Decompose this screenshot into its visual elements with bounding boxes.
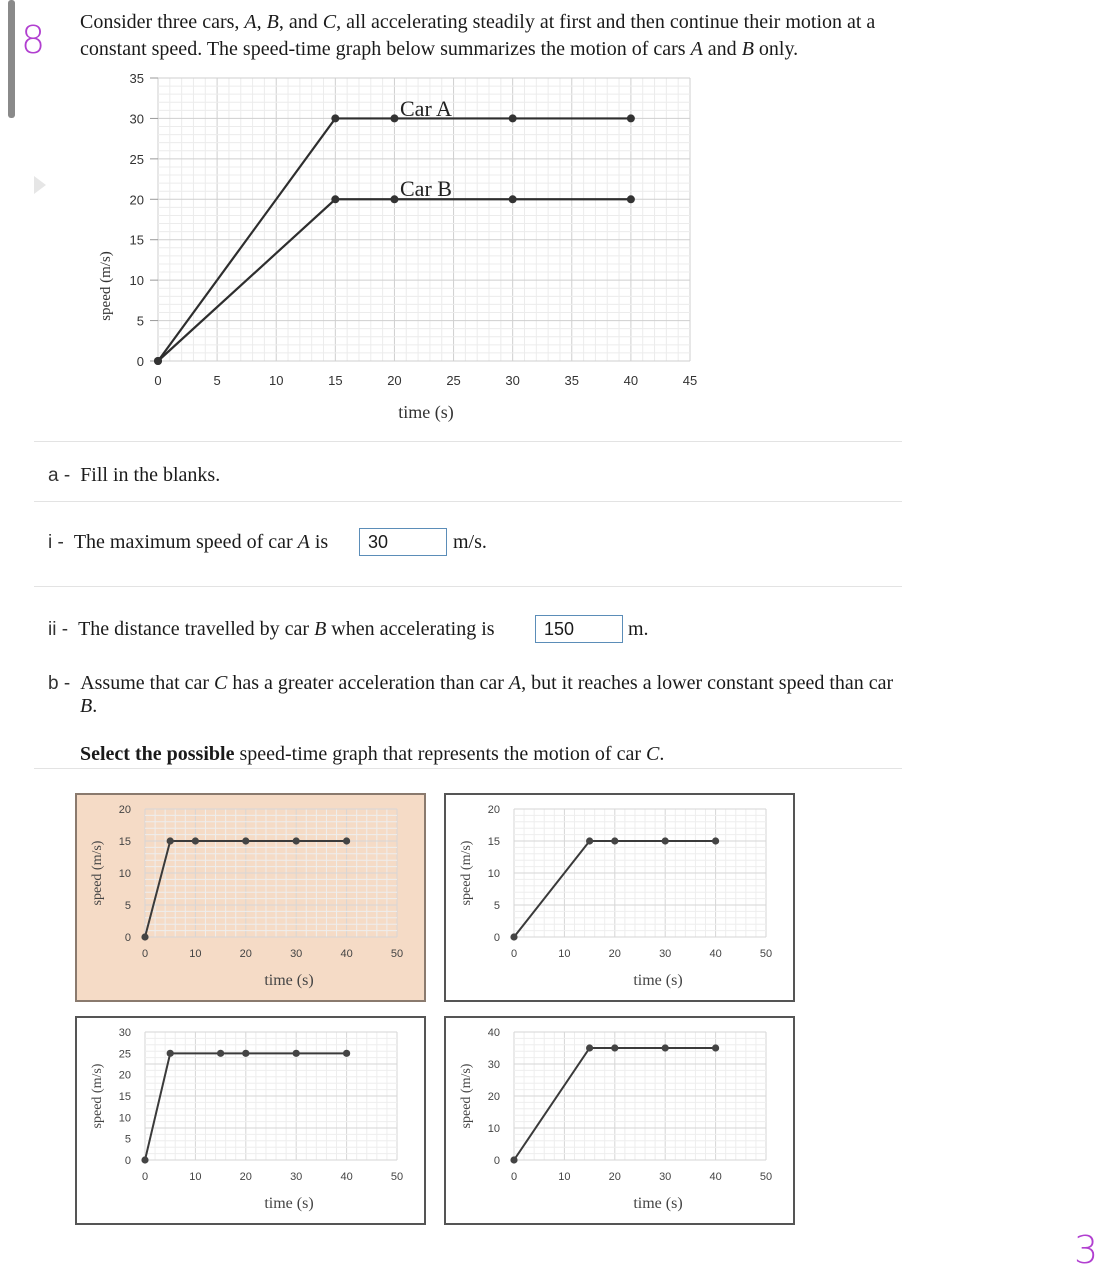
answer-i-input[interactable]: 30 [359,528,447,556]
separator [34,586,902,587]
main-x-tick-label: 20 [387,373,402,388]
option-y-tick-label: 5 [493,900,500,912]
main-y-tick-label: 15 [129,232,144,248]
option-x-tick-label: 30 [659,1171,672,1183]
option-data-point [712,837,719,844]
option-y-axis-label: speed (m/s) [459,1063,474,1129]
option-2-chart [446,795,793,1000]
option-y-tick-label: 10 [118,868,131,880]
option-3-chart [77,1018,424,1223]
option-data-point [343,837,350,844]
option-y-tick-label: 15 [118,836,131,848]
option-data-point [586,837,593,844]
question-intro: Consider three cars, A, B, and C, all accelerating steadily at first and then continue their motion at a constant speed. The speed-time graph below summarizes the motion of cars A and B only. [80,11,876,60]
separator [34,768,902,769]
data-point [509,195,517,203]
part-a-heading: a - Fill in the blanks. [48,464,221,486]
option-y-tick-label: 0 [493,932,500,944]
option-data-point [586,1044,593,1051]
option-x-tick-label: 20 [608,948,621,960]
main-y-tick-label: 0 [136,354,144,369]
option-x-axis-label: time (s) [264,972,314,989]
option-y-tick-label: 20 [487,1091,500,1103]
option-x-tick-label: 20 [608,1171,621,1183]
option-x-tick-label: 10 [189,1171,202,1183]
car-b-label: Car B [400,176,452,201]
main-x-tick-label: 5 [213,373,221,388]
main-x-axis-label: time (s) [398,402,454,422]
scrollbar-handle[interactable] [8,0,15,118]
option-x-tick-label: 10 [189,948,202,960]
option-data-point [510,933,517,940]
main-speed-time-chart [80,66,720,436]
main-x-tick-label: 0 [154,373,162,388]
option-y-tick-label: 25 [118,1048,131,1061]
main-x-tick-label: 25 [446,373,461,388]
option-y-tick-label: 40 [487,1027,500,1039]
main-y-tick-label: 25 [129,151,144,167]
option-x-tick-label: 40 [340,1171,353,1183]
answer-ii-unit: m. [628,618,649,640]
option-data-point [293,837,300,844]
main-x-tick-label: 40 [623,373,639,388]
option-y-tick-label: 0 [124,932,131,944]
option-x-tick-label: 0 [510,1171,518,1183]
separator [34,501,902,502]
main-y-tick-label: 35 [129,71,144,86]
main-x-tick-label: 45 [682,373,698,388]
separator [34,441,902,442]
main-x-tick-label: 15 [328,373,343,388]
option-data-point [662,837,669,844]
main-y-tick-label: 30 [129,111,144,127]
option-x-tick-label: 50 [759,948,773,960]
option-graph-3[interactable] [75,1016,426,1225]
expand-arrow-icon[interactable] [34,176,46,194]
data-point [627,195,635,203]
option-data-point [217,1050,224,1057]
option-x-tick-label: 30 [290,948,303,960]
option-y-tick-label: 10 [118,1112,131,1125]
main-x-tick-label: 30 [505,373,520,388]
option-data-point [167,1050,174,1057]
option-data-point [167,837,174,844]
answer-i-unit: m/s. [453,531,487,553]
option-y-axis-label: speed (m/s) [90,840,105,906]
option-data-point [611,837,618,844]
option-x-tick-label: 50 [759,1171,773,1183]
option-x-tick-label: 30 [659,948,672,960]
option-data-point [242,1050,249,1057]
main-x-tick-label: 10 [268,373,284,388]
option-y-tick-label: 20 [118,1069,131,1082]
part-b-text: b - Assume that car C has a greater acceleration than car A, but it reaches a lower constant speed than car B. [48,672,894,717]
option-x-axis-label: time (s) [264,1195,314,1212]
car-a-label: Car A [400,96,452,121]
data-point [390,195,398,203]
option-data-point [712,1044,719,1051]
option-y-tick-label: 30 [487,1059,500,1071]
option-data-point [141,1156,148,1163]
option-x-tick-label: 40 [340,948,353,960]
option-data-point [192,837,199,844]
option-x-tick-label: 40 [709,948,722,960]
main-x-tick-label: 35 [564,373,580,388]
option-x-tick-label: 20 [239,1171,252,1183]
option-graph-2[interactable] [444,793,795,1002]
main-y-tick-label: 5 [136,313,144,329]
option-4-chart [446,1018,793,1223]
option-graph-4[interactable] [444,1016,795,1225]
option-y-tick-label: 0 [493,1155,500,1167]
option-y-tick-label: 10 [487,1123,500,1135]
option-y-tick-label: 15 [118,1091,131,1103]
option-data-point [510,1156,517,1163]
data-point [154,357,162,365]
option-y-axis-label: speed (m/s) [459,840,474,906]
option-y-tick-label: 20 [487,804,500,816]
option-y-tick-label: 0 [124,1155,131,1167]
option-y-axis-label: speed (m/s) [90,1063,105,1129]
main-y-axis-label: speed (m/s) [98,251,114,321]
option-x-axis-label: time (s) [633,972,683,989]
option-x-tick-label: 40 [709,1171,722,1183]
main-y-tick-label: 20 [129,192,144,208]
part-a-i-text: i - The maximum speed of car A is [48,531,329,553]
option-y-tick-label: 15 [487,836,500,848]
option-1-chart [77,795,424,1000]
main-y-tick-label: 10 [129,273,144,289]
option-data-point [343,1050,350,1057]
option-y-tick-label: 5 [124,900,131,912]
option-x-tick-label: 30 [290,1171,303,1183]
option-x-tick-label: 0 [141,1171,149,1183]
answer-ii-input[interactable]: 150 [535,615,623,643]
option-data-point [611,1044,618,1051]
option-data-point [242,837,249,844]
option-data-point [141,933,148,940]
option-x-tick-label: 10 [558,1171,571,1183]
data-point [509,114,517,122]
option-data-point [662,1044,669,1051]
option-x-tick-label: 50 [390,948,404,960]
data-point [390,114,398,122]
option-x-axis-label: time (s) [633,1195,683,1212]
handwritten-page-number: 3 [1074,1228,1099,1272]
option-data-point [293,1050,300,1057]
data-point [331,195,339,203]
option-y-tick-label: 10 [487,868,500,880]
option-x-tick-label: 10 [558,948,571,960]
option-y-tick-label: 20 [118,804,131,816]
option-x-tick-label: 20 [239,948,252,960]
option-y-tick-label: 30 [118,1027,131,1039]
data-point [627,114,635,122]
option-x-tick-label: 50 [390,1171,404,1183]
option-x-tick-label: 0 [141,948,149,960]
option-graph-1[interactable] [75,793,426,1002]
option-x-tick-label: 0 [510,948,518,960]
select-instruction: Select the possible speed-time graph that represents the motion of car C. [80,743,665,765]
handwritten-question-number: 8 [21,18,46,62]
part-a-ii-text: ii - The distance travelled by car B when accelerating is [48,618,495,640]
option-y-tick-label: 5 [124,1133,131,1146]
data-point [331,114,339,122]
